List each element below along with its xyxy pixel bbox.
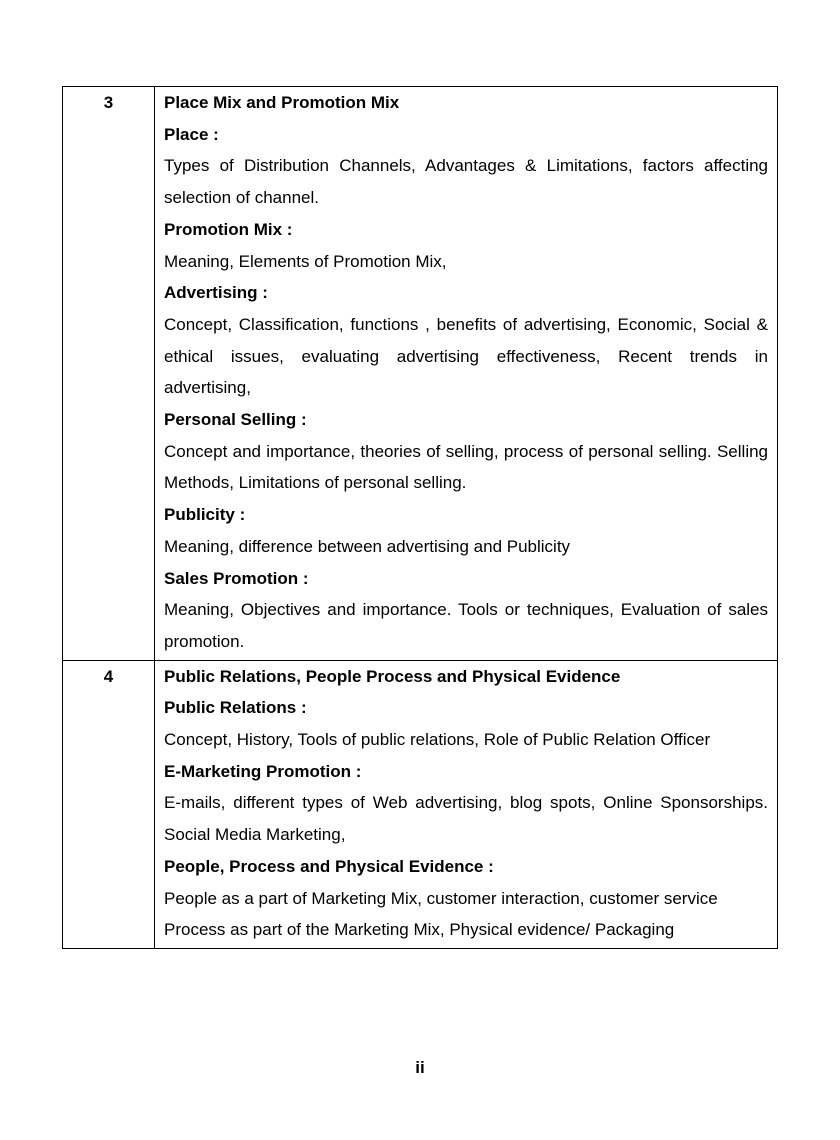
section-text: Meaning, Objectives and importance. Tools or techniques, Evaluation of sales promotion. bbox=[164, 600, 768, 651]
unit-row-3 bbox=[63, 87, 778, 661]
section-text: Meaning, Elements of Promotion Mix, bbox=[164, 251, 447, 271]
section-heading: Publicity : bbox=[164, 505, 246, 525]
unit-content-cell bbox=[155, 87, 778, 661]
section-heading: E-Marketing Promotion : bbox=[164, 761, 362, 781]
section-text: Types of Distribution Channels, Advantages & Limitations, factors affecting selection of channel. bbox=[164, 156, 768, 208]
unit-number-cell bbox=[63, 660, 155, 948]
unit-title: Public Relations, People Process and Physical Evidence bbox=[164, 666, 621, 686]
syllabus-table bbox=[62, 86, 778, 949]
section-text: People as a part of Marketing Mix, customer interaction, customer service Process as part of the Marketing Mix, Physical evidence/ Packaging bbox=[164, 888, 718, 940]
section-text: Meaning, difference between advertising and Publicity bbox=[164, 536, 571, 556]
unit-title: Place Mix and Promotion Mix bbox=[164, 93, 400, 112]
unit-content-cell bbox=[155, 660, 778, 948]
section-heading: Personal Selling : bbox=[164, 410, 307, 430]
section-text: Concept, Classification, functions , benefits of advertising, Economic, Social & ethical issues, evaluating advertising effectiveness, Recent trends in advertising, bbox=[164, 314, 768, 398]
section-text: Concept and importance, theories of selling, process of personal selling. Selling Methods, Limitations of personal selling. bbox=[164, 441, 768, 493]
section-heading: Place : bbox=[164, 124, 219, 144]
section-heading: Sales Promotion : bbox=[164, 568, 309, 588]
section-heading: Public Relations : bbox=[164, 698, 307, 718]
page-number: ii bbox=[415, 1058, 425, 1077]
section-text: Concept, History, Tools of public relations, Role of Public Relation Officer bbox=[164, 730, 711, 750]
section-heading: Advertising : bbox=[164, 283, 268, 303]
unit-number: 3 bbox=[103, 93, 114, 112]
section-text: E-mails, different types of Web advertising, blog spots, Online Sponsorships. Social Media Marketing, bbox=[164, 793, 768, 845]
unit-number: 4 bbox=[103, 666, 114, 686]
unit-number-cell bbox=[63, 87, 155, 661]
unit-row-4 bbox=[63, 660, 778, 948]
section-heading: Promotion Mix : bbox=[164, 219, 293, 239]
section-heading: People, Process and Physical Evidence : bbox=[164, 856, 494, 876]
